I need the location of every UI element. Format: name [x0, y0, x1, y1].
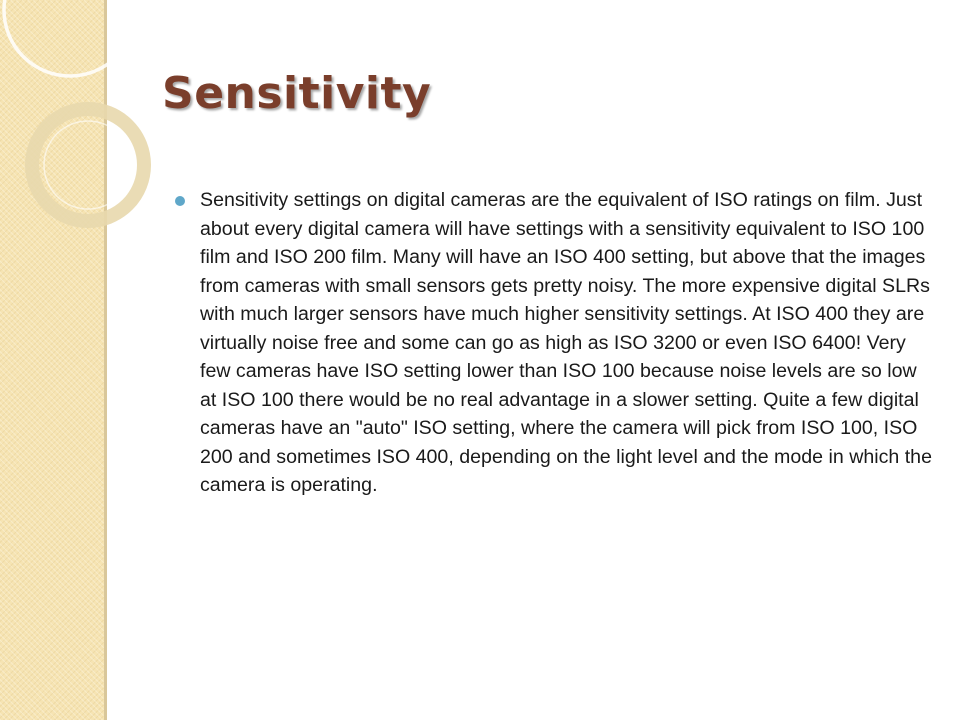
slide-title: Sensitivity [162, 68, 432, 119]
decorative-circle-ring [32, 109, 144, 221]
slide-content [175, 186, 935, 500]
bullet-item [175, 186, 935, 500]
bullet-text: Sensitivity settings on digital cameras are the equivalent of ISO ratings on film. Just about every digital camera will have settings with a sensitivity equivalent to ISO 100 film and ISO 200 film. Many will have an ISO 400 setting, but above that the images from cameras with small sensors gets pretty noisy. The more expensive digital SLRs with much larger sensors have much higher sensitivity settings. At ISO 400 they are virtually noise free and some can go as high as ISO 3200 or even ISO 6400! Very few cameras have ISO setting lower than ISO 100 because noise levels are so low at ISO 100 there would be no real advantage in a slower setting. Quite a few digital cameras have an "auto" ISO setting, where the camera will pick from ISO 100, ISO 200 and sometimes ISO 400, depending on the light level and the mode in which the camera is operating. [200, 189, 932, 496]
bullet-dot-icon [175, 196, 185, 206]
decorative-circle-ring-inner [44, 121, 132, 209]
decorative-circle-large [4, 0, 136, 76]
